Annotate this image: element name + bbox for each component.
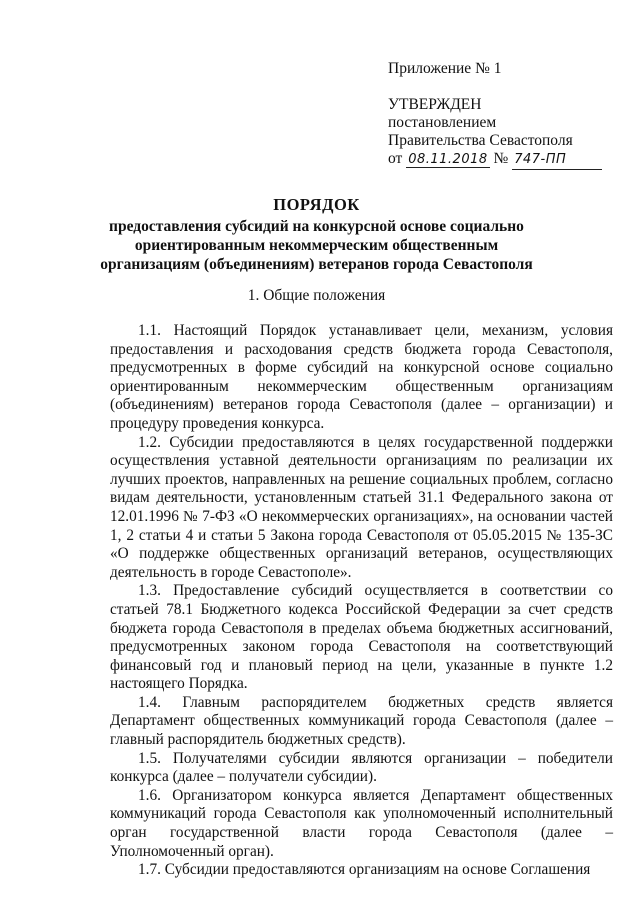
document-body xyxy=(110,322,613,880)
subtitle-line-2: ориентированным некоммерческим общественным xyxy=(134,237,499,254)
paragraph: 1.4. Главным распорядителем бюджетных средств является Департамент общественных коммуникаций города Севастополя (далее – главный распорядитель бюджетных средств). xyxy=(110,693,613,749)
paragraph: 1.6. Организатором конкурса является Департамент общественных коммуникаций города Севастополя как уполномоченный исполнительный орган государственной власти города Севастополя (далее – Уполномоченный орган). xyxy=(110,786,613,860)
subtitle-line-1: предоставления субсидий на конкурсной основе социально xyxy=(109,218,524,235)
document-title: ПОРЯДОК xyxy=(273,195,360,214)
from-label: от xyxy=(388,150,403,167)
handwritten-date: 08.11.2018 xyxy=(408,152,488,167)
approved-date-line xyxy=(388,150,602,170)
number-label: № xyxy=(493,150,509,167)
paragraph: 1.5. Получателями субсидии являются организации – победители конкурса (далее – получатели субсидии). xyxy=(110,749,613,786)
approved-authority: Правительства Севастополя xyxy=(388,132,573,149)
subtitle-line-3: организациям (объединениям) ветеранов города Севастополя xyxy=(100,256,533,273)
paragraph: 1.2. Субсидии предоставляются в целях государственной поддержки осуществления уставной деятельности организациям по реализации их лучших проектов, направленных на решение социальных проблем, согласно видам деятельности, установленным статьей 31.1 Федерального закона от 12.01.1996 № 7-ФЗ «О некоммерческих организациях», на основании частей 1, 2 статьи 4 и статьи 5 Закона города Севастополя от 05.05.2015 № 135-ЗС «О поддержке общественных организаций ветеранов, осуществляющих деятельность в городе Севастополе». xyxy=(110,433,613,581)
appendix-label: Приложение № 1 xyxy=(388,60,502,77)
section-heading: 1. Общие положения xyxy=(247,287,386,304)
paragraph: 1.3. Предоставление субсидий осуществляется в соответствии со статьей 78.1 Бюджетного кодекса Российской Федерации за счет средств бюджета города Севастополя в пределах объема бюджетных ассигнований, предусмотренных законом города Севастополя на соответствующий финансовый год и плановый период на цели, указанные в пункте 1.2 настоящего Порядка. xyxy=(110,582,613,693)
paragraph: 1.7. Субсидии предоставляются организациям на основе Соглашения xyxy=(138,861,591,879)
approval-block xyxy=(388,96,602,170)
paragraph: 1.1. Настоящий Порядок устанавливает цели, механизм, условия предоставления и расходования средств бюджета города Севастополя, предусмотренных в форме субсидий на конкурсной основе социально ориентированным некоммерческим общественным организациям (объединениям) ветеранов города Севастополя (далее – организации) и процедуру проведения конкурса. xyxy=(110,322,613,432)
handwritten-number: 747-ПП xyxy=(512,151,602,170)
approved-by: постановлением xyxy=(388,114,497,131)
approved-heading: УТВЕРЖДЕН xyxy=(388,96,482,113)
document-subtitle xyxy=(0,217,633,274)
